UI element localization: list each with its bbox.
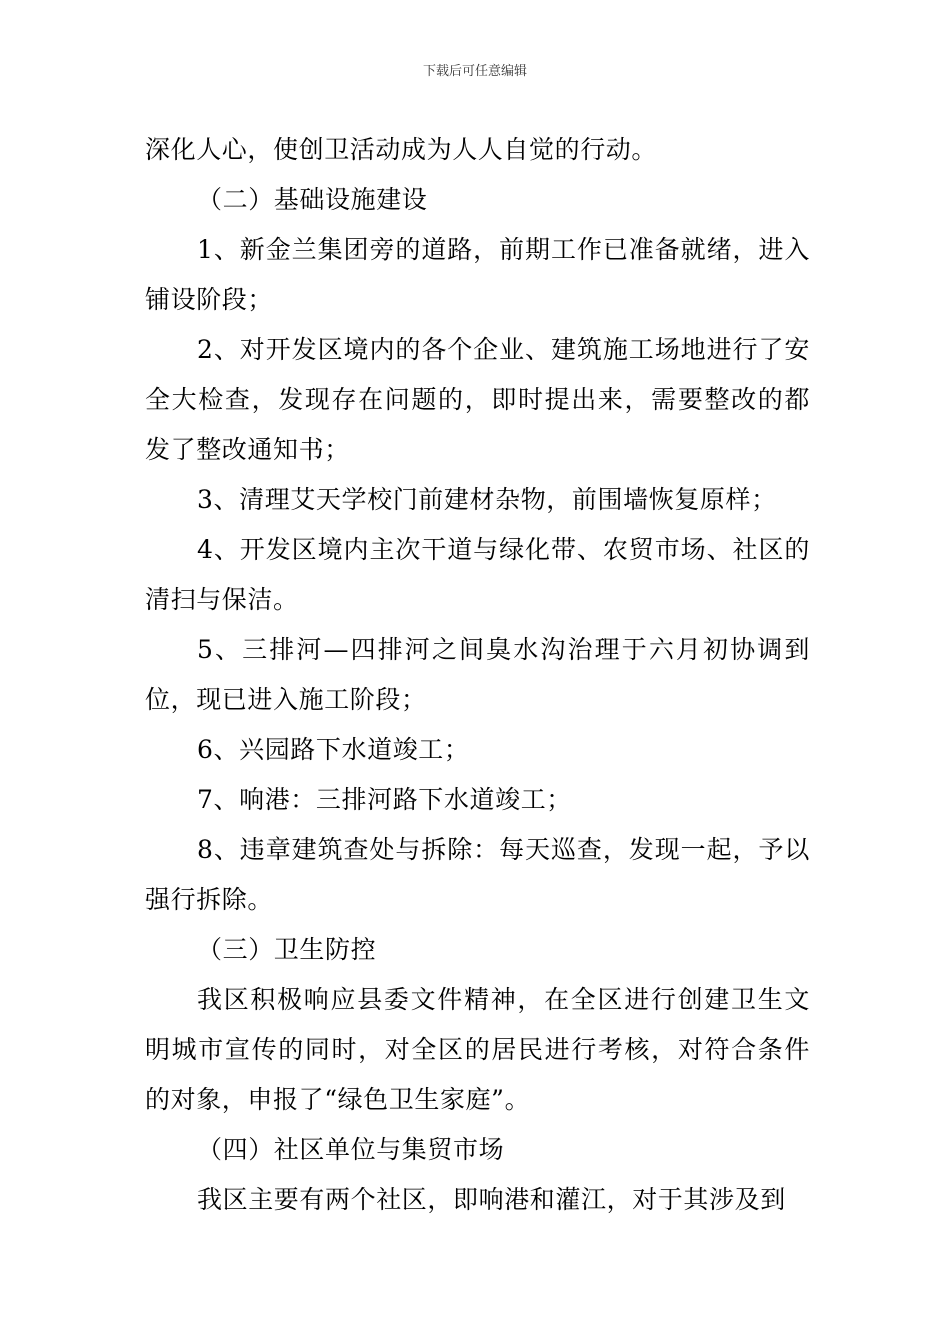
paragraph: 我区主要有两个社区，即响港和灌江，对于其涉及到	[197, 1185, 786, 1214]
paragraph: 深化人心，使创卫活动成为人人自觉的行动。	[145, 135, 658, 164]
document-body	[145, 125, 810, 1225]
section-heading: （三）卫生防控	[197, 935, 377, 964]
list-item: 1、新金兰集团旁的道路，前期工作已准备就绪，进入铺设阶段；	[145, 235, 810, 314]
page-header: 下载后可任意编辑	[422, 64, 527, 79]
list-item: 7、响港：三排河路下水道竣工；	[197, 785, 572, 814]
list-item: 5、三排河—四排河之间臭水沟治理于六月初协调到位，现已进入施工阶段；	[145, 635, 810, 714]
paragraph: 我区积极响应县委文件精神，在全区进行创建卫生文明城市宣传的同时，对全区的居民进行考核，对符合条件的对象，申报了“绿色卫生家庭”。	[145, 985, 810, 1114]
list-item: 8、违章建筑查处与拆除：每天巡查，发现一起，予以强行拆除。	[145, 835, 810, 914]
section-heading: （二）基础设施建设	[197, 185, 428, 214]
list-item: 3、清理艾天学校门前建材杂物，前围墙恢复原样；	[197, 485, 777, 514]
list-item: 6、兴园路下水道竣工；	[197, 735, 470, 764]
list-item: 2、对开发区境内的各个企业、建筑施工场地进行了安全大检查，发现存在问题的，即时提出来，需要整改的都发了整改通知书；	[145, 335, 810, 464]
list-item: 4、开发区境内主次干道与绿化带、农贸市场、社区的清扫与保洁。	[145, 535, 810, 614]
section-heading: （四）社区单位与集贸市场	[197, 1135, 505, 1164]
